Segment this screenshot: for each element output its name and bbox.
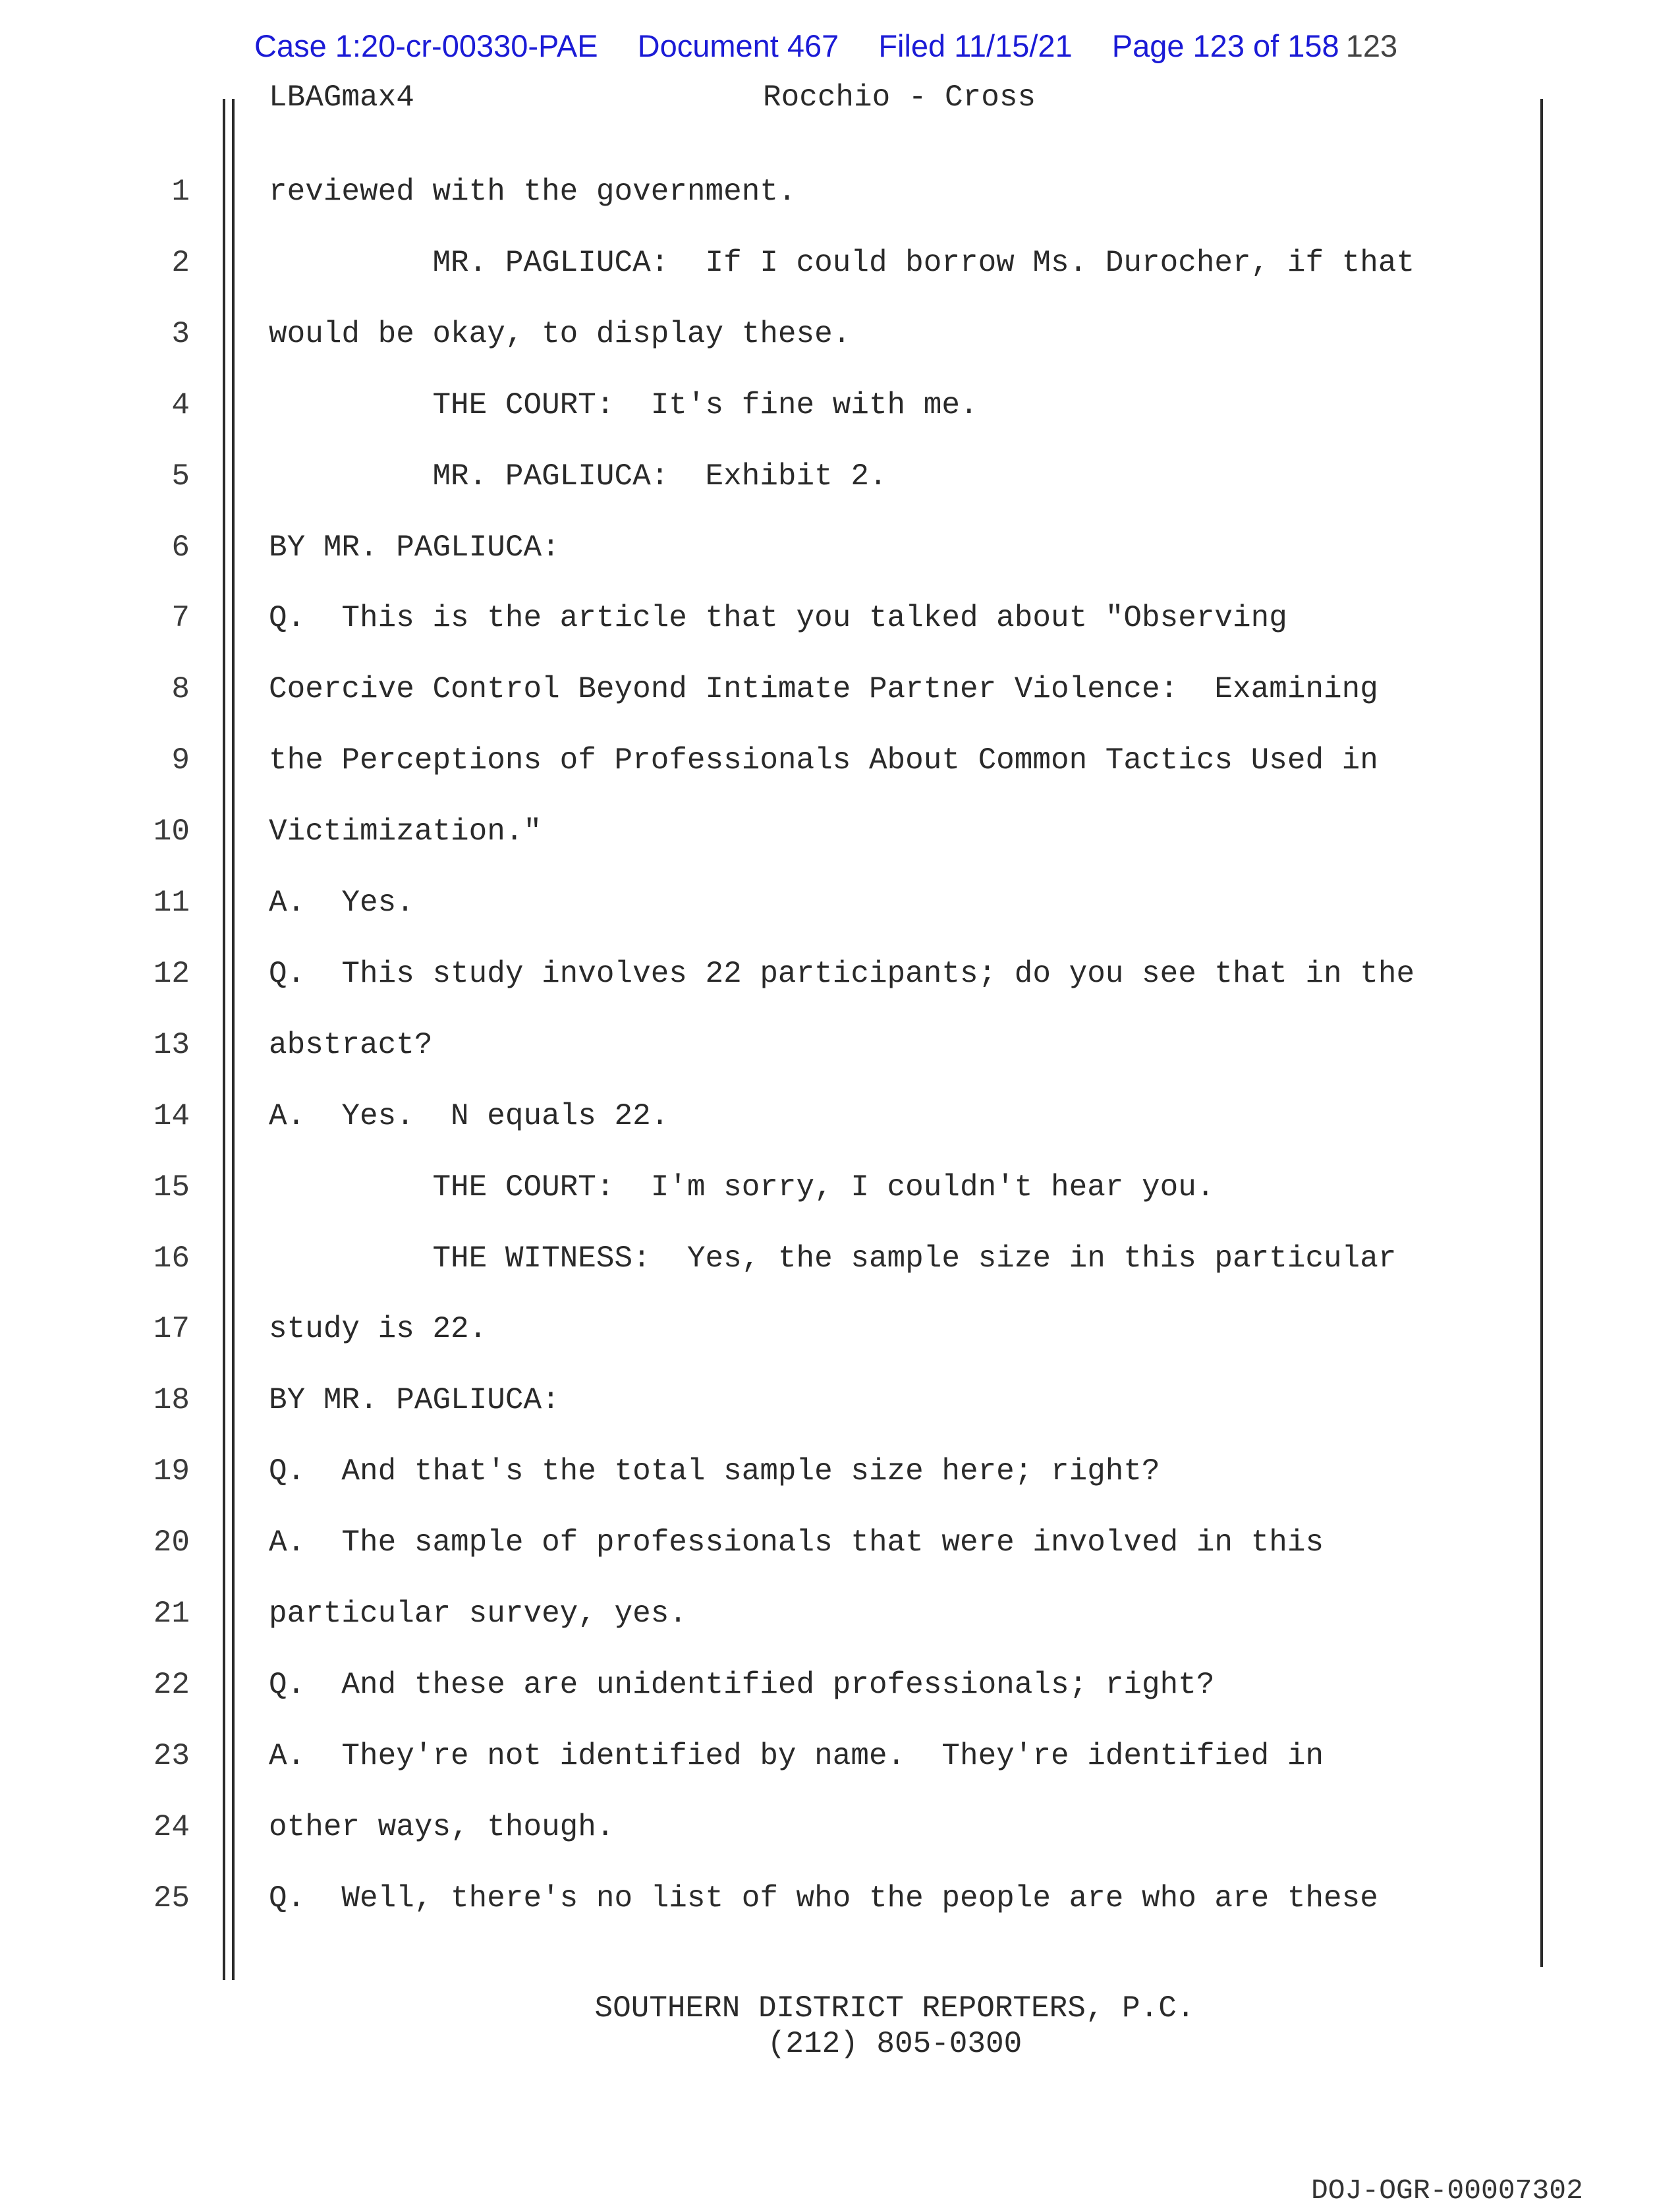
transcript-line: the Perceptions of Professionals About Common Tactics Used in [269, 743, 1378, 778]
line-number: 1 [171, 175, 190, 209]
line-number: 16 [153, 1241, 190, 1276]
line-number: 22 [153, 1668, 190, 1702]
transcript-line: Q. And that's the total sample size here; right? [269, 1454, 1160, 1489]
bates-number: DOJ-OGR-00007302 [1311, 2174, 1583, 2207]
left-margin-rule-inner [232, 99, 235, 1980]
transcript-line: reviewed with the government. [269, 175, 797, 209]
court-reporter: SOUTHERN DISTRICT REPORTERS, P.C. [594, 1991, 1195, 2026]
line-number: 25 [153, 1881, 190, 1915]
line-number: 14 [153, 1099, 190, 1133]
transcript-line: BY MR. PAGLIUCA: [269, 1383, 560, 1417]
line-number: 21 [153, 1597, 190, 1631]
transcript-line: THE COURT: It's fine with me. [269, 388, 978, 422]
transcript-line: would be okay, to display these. [269, 317, 851, 351]
transcript-line: Q. And these are unidentified professionals; right? [269, 1668, 1215, 1702]
line-number: 17 [153, 1312, 190, 1346]
line-number: 23 [153, 1739, 190, 1773]
line-number: 19 [153, 1454, 190, 1489]
reporter-phone: (212) 805-0300 [767, 2027, 1022, 2061]
line-number: 4 [171, 388, 190, 422]
line-number: 3 [171, 317, 190, 351]
line-number: 20 [153, 1525, 190, 1560]
transcript-line: A. Yes. [269, 886, 414, 920]
line-number: 6 [171, 530, 190, 565]
filing-stamp [254, 28, 1397, 64]
right-margin-rule [1540, 99, 1543, 1967]
line-number: 12 [153, 957, 190, 991]
case-number: Case 1:20-cr-00330-PAE [254, 28, 598, 63]
transcript-line: BY MR. PAGLIUCA: [269, 530, 560, 565]
document-number: Document 467 [637, 28, 839, 63]
line-number: 9 [171, 743, 190, 778]
transcript-line: A. They're not identified by name. They're identified in [269, 1739, 1324, 1773]
line-number: 18 [153, 1383, 190, 1417]
transcript-line: MR. PAGLIUCA: Exhibit 2. [269, 459, 887, 494]
transcript-line: MR. PAGLIUCA: If I could borrow Ms. Durocher, if that [269, 246, 1415, 280]
transcript-line: THE WITNESS: Yes, the sample size in this particular [269, 1241, 1397, 1276]
transcript-line: abstract? [269, 1028, 433, 1062]
transcript-section: Rocchio - Cross [763, 80, 1036, 115]
transcript-line: Q. This study involves 22 participants; do you see that in the [269, 957, 1415, 991]
transcript-line: other ways, though. [269, 1810, 615, 1844]
line-number: 13 [153, 1028, 190, 1062]
line-number: 11 [153, 886, 190, 920]
transcript-line: Q. Well, there's no list of who the people are who are these [269, 1881, 1378, 1915]
line-number: 8 [171, 672, 190, 706]
transcript-line: particular survey, yes. [269, 1597, 687, 1631]
page-number: 123 [1345, 28, 1398, 63]
transcript-line: Coercive Control Beyond Intimate Partner Violence: Examining [269, 672, 1378, 706]
line-number: 2 [171, 246, 190, 280]
line-number: 5 [171, 459, 190, 494]
transcript-line: A. Yes. N equals 22. [269, 1099, 669, 1133]
line-number: 15 [153, 1170, 190, 1205]
filed-date: Filed 11/15/21 [878, 28, 1073, 63]
line-number: 7 [171, 601, 190, 635]
transcript-code: LBAGmax4 [269, 80, 414, 115]
transcript-line: Q. This is the article that you talked about "Observing [269, 601, 1287, 635]
transcript-line: Victimization." [269, 814, 542, 849]
line-number: 24 [153, 1810, 190, 1844]
transcript-line: A. The sample of professionals that were involved in this [269, 1525, 1324, 1560]
page-count: Page 123 of 158 [1111, 28, 1339, 63]
line-number: 10 [153, 814, 190, 849]
left-margin-rule-outer [223, 99, 225, 1980]
transcript-line: THE COURT: I'm sorry, I couldn't hear you. [269, 1170, 1215, 1205]
transcript-line: study is 22. [269, 1312, 488, 1346]
